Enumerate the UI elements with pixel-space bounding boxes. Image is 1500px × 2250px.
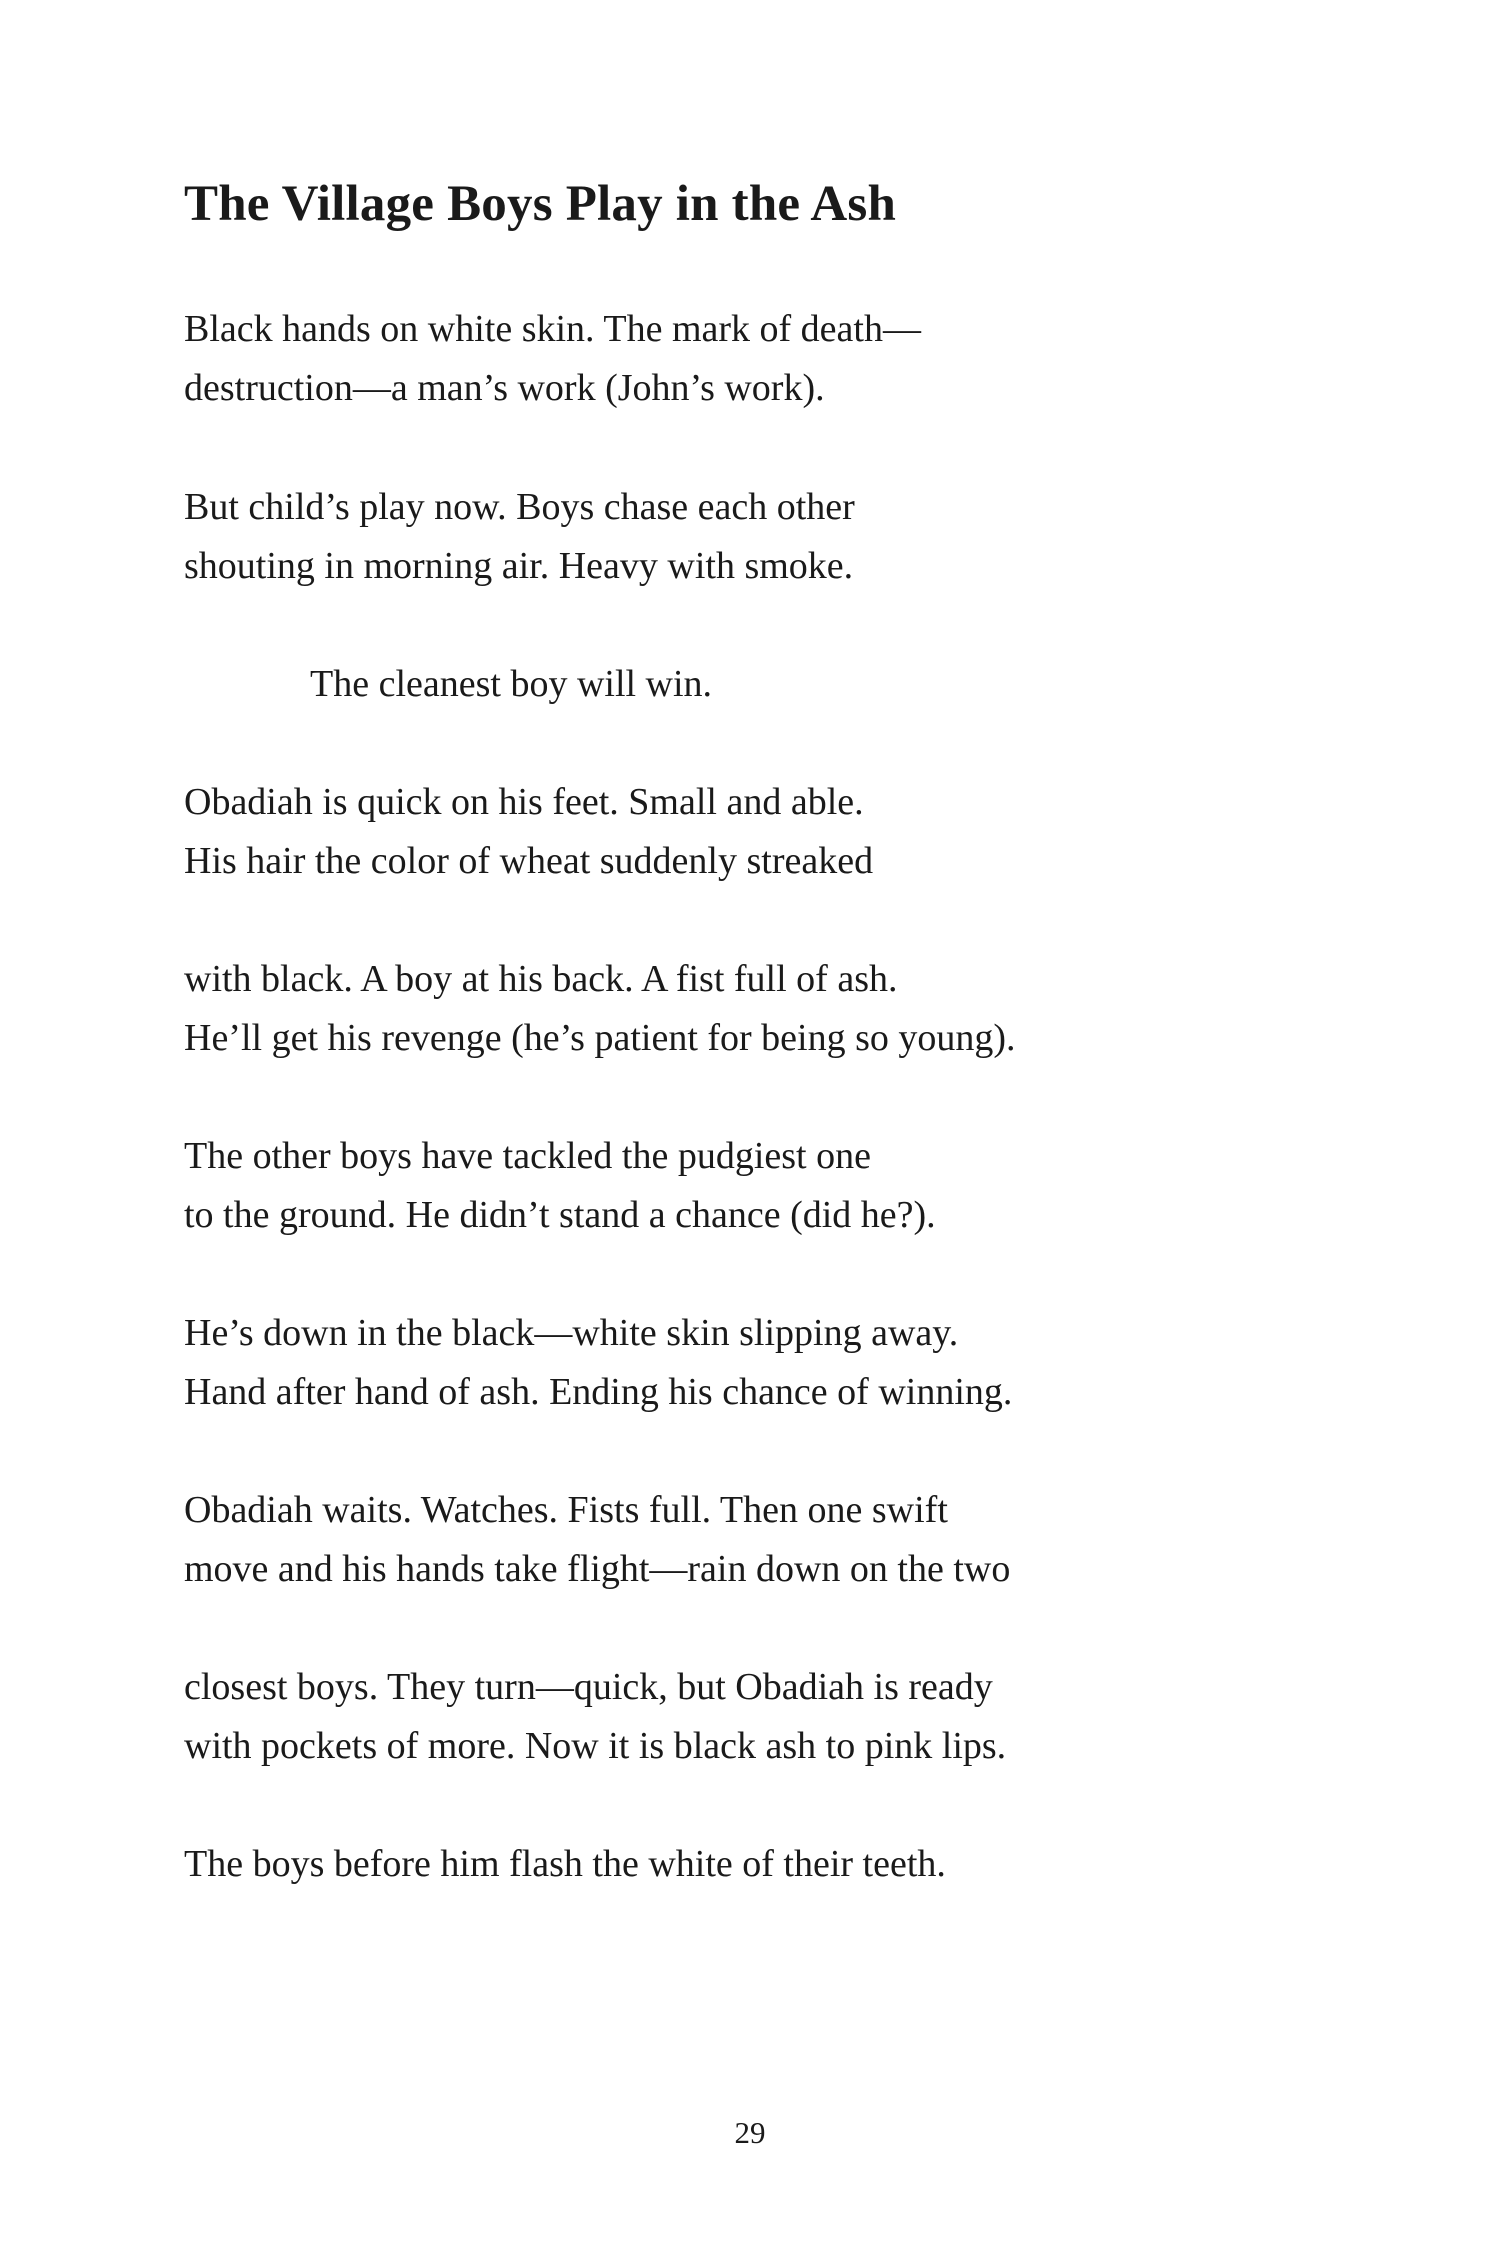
poem-line: His hair the color of wheat suddenly streaked (184, 840, 874, 882)
poem-line: to the ground. He didn’t stand a chance (did he?). (184, 1194, 936, 1236)
poem-line: Hand after hand of ash. Ending his chance of winning. (184, 1371, 1013, 1413)
poem-line: But child’s play now. Boys chase each other (184, 486, 855, 528)
poem-line: He’ll get his revenge (he’s patient for being so young). (184, 1017, 1016, 1059)
poem-line: The other boys have tackled the pudgiest one (184, 1135, 871, 1177)
poem-line: Obadiah is quick on his feet. Small and able. (184, 781, 864, 823)
poem-line-indented: The cleanest boy will win. (310, 663, 713, 705)
poem-line: Black hands on white skin. The mark of death— (184, 308, 921, 350)
poem-line: The boys before him flash the white of their teeth. (184, 1843, 946, 1885)
poem-line: He’s down in the black—white skin slipping away. (184, 1312, 959, 1354)
poem-line: move and his hands take flight—rain down on the two (184, 1548, 1011, 1590)
poem-line: with black. A boy at his back. A fist full of ash. (184, 958, 898, 1000)
page-number: 29 (734, 2115, 766, 2150)
poem-line: with pockets of more. Now it is black ash to pink lips. (184, 1725, 1007, 1767)
poem-line: Obadiah waits. Watches. Fists full. Then one swift (184, 1489, 948, 1531)
poem-line: shouting in morning air. Heavy with smoke. (184, 545, 854, 587)
poem-line: destruction—a man’s work (John’s work). (184, 367, 825, 409)
poem-title: The Village Boys Play in the Ash (184, 176, 897, 232)
poem-line: closest boys. They turn—quick, but Obadiah is ready (184, 1666, 993, 1708)
